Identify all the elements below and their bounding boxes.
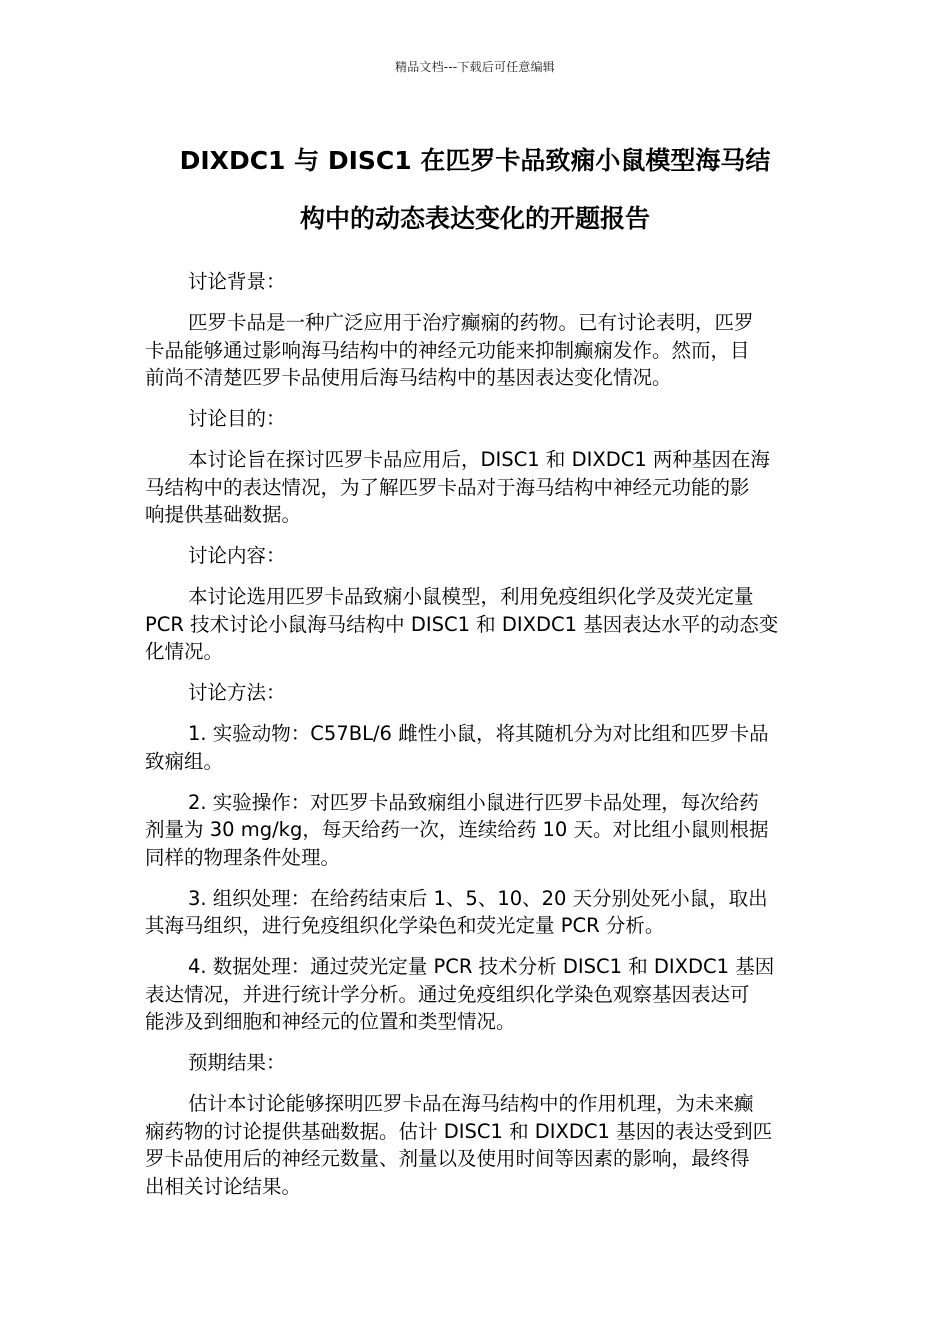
purpose-paragraph: 本讨论旨在探讨匹罗卡品应用后，DISC1 和 DIXDC1 两种基因在海 马结构中的表达情况，为了解匹罗卡品对于海马结构中神经元功能的影 响提供基础数据。 bbox=[145, 448, 770, 526]
method-item-4: 4. 数据处理：通过荧光定量 PCR 技术分析 DISC1 和 DIXDC1 基因 表达情况，并进行统计学分析。通过免疫组织化学染色观察基因表达可 能涉及到细胞和神经元的位置和类型情况。 bbox=[145, 955, 775, 1033]
document-title bbox=[140, 132, 810, 248]
expected-paragraph: 估计本讨论能够探明匹罗卡品在海马结构中的作用机理，为未来癫 痫药物的讨论提供基础数据。估计 DISC1 和 DIXDC1 基因的表达受到匹 罗卡品使用后的神经元数量、剂量以及使用时间等因素的影响，最终得 出相关讨论结果。 bbox=[145, 1092, 773, 1198]
method-item-2: 2. 实验操作：对匹罗卡品致痫组小鼠进行匹罗卡品处理，每次给药 剂量为 30 mg/kg，每天给药一次，连续给药 10 天。对比组小鼠则根据 同样的物理条件处理。 bbox=[145, 790, 769, 869]
header-note: 精品文档---下载后可任意编辑 bbox=[395, 60, 555, 74]
background-paragraph: 匹罗卡品是一种广泛应用于治疗癫痫的药物。已有讨论表明，匹罗 卡品能够通过影响海马结构中的神经元功能来抑制癫痫发作。然而，目 前尚不清楚匹罗卡品使用后海马结构中的基因表达变化情况。 bbox=[145, 311, 754, 389]
section-heading-purpose: 讨论目的： bbox=[188, 407, 286, 430]
section-heading-background: 讨论背景： bbox=[188, 270, 286, 293]
content-paragraph: 本讨论选用匹罗卡品致痫小鼠模型，利用免疫组织化学及荧光定量 PCR 技术讨论小鼠海马结构中 DISC1 和 DIXDC1 基因表达水平的动态变 化情况。 bbox=[145, 585, 779, 663]
section-heading-content: 讨论内容： bbox=[188, 544, 286, 567]
title-line-1: DIXDC1 与 DISC1 在匹罗卡品致痫小鼠模型海马结 bbox=[179, 146, 771, 175]
section-heading-method: 讨论方法： bbox=[188, 681, 286, 704]
section-heading-expected: 预期结果： bbox=[188, 1051, 286, 1074]
method-item-1: 1. 实验动物：C57BL/6 雌性小鼠，将其随机分为对比组和匹罗卡品 致痫组。 bbox=[145, 722, 769, 773]
method-item-3: 3. 组织处理：在给药结束后 1、5、10、20 天分别处死小鼠，取出 其海马组织，进行免疫组织化学染色和荧光定量 PCR 分析。 bbox=[145, 886, 768, 937]
title-line-2: 构中的动态表达变化的开题报告 bbox=[299, 204, 650, 233]
document-body bbox=[145, 268, 815, 1214]
